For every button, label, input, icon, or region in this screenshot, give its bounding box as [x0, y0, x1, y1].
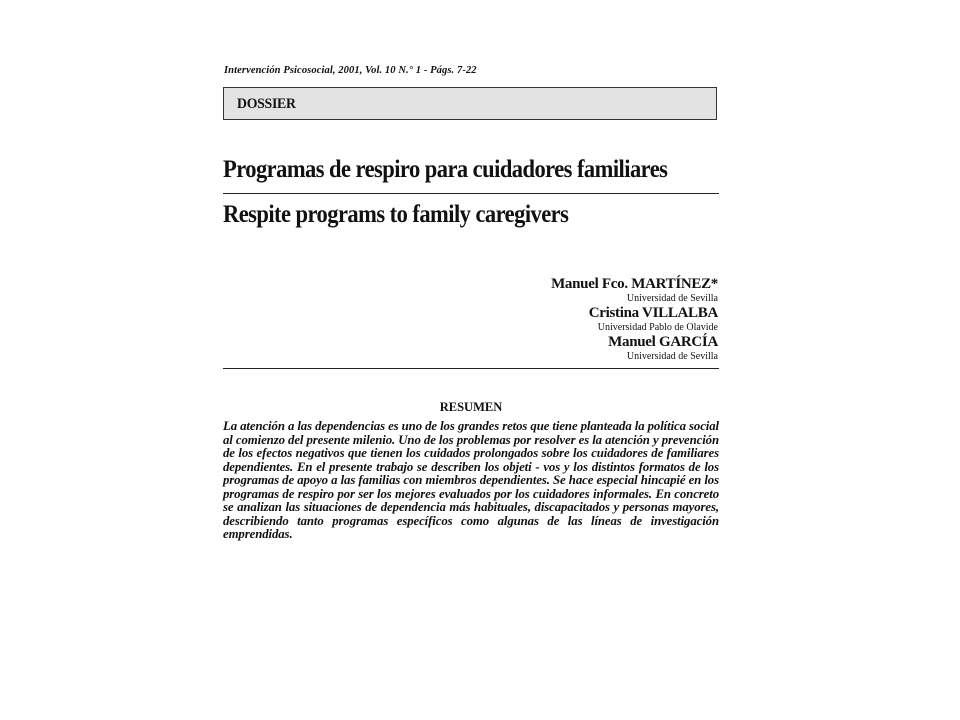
title-spanish: Programas de respiro para cuidadores familiares: [223, 156, 668, 183]
abstract-text: La atención a las dependencias es uno de los grandes retos que tiene planteada la política social al comienzo del presente milenio. Uno de los problemas por resolver es la atención y prevención de los efectos negativos que tienen los cuidados prolongados sobre los cuidadores de familiares dependientes. En el presente trabajo se describen los objeti - vos y los distintos formatos de los programas de apoyo a las familias con miembros dependientes. Se hace especial hincapié en los programas de respiro por ser los mejores evaluados por los cuidadores informales. En concreto se analizan las situaciones de dependencia más habituales, discapacitados y personas mayores, describiendo tanto programas específicos como algunas de las líneas de investigación emprendidas.: [223, 419, 719, 541]
author-name: Cristina VILLALBA: [588, 305, 718, 321]
author-name: Manuel Fco. MARTÍNEZ*: [551, 276, 718, 292]
abstract-heading: RESUMEN: [439, 400, 503, 414]
author-affiliation: Universidad de Sevilla: [626, 351, 718, 362]
author-affiliation: Universidad Pablo de Olavide: [597, 322, 718, 333]
section-banner: [223, 87, 717, 120]
header-divider: [223, 368, 719, 369]
author-name: Manuel GARCÍA: [608, 334, 718, 350]
title-english: Respite programs to family caregivers: [223, 201, 569, 228]
journal-citation: Intervención Psicosocial, 2001, Vol. 10 N.° 1 - Págs. 7-22: [224, 65, 477, 76]
title-divider: [223, 193, 719, 194]
author-affiliation: Universidad de Sevilla: [626, 293, 718, 304]
author-block: [551, 276, 718, 363]
section-label: DOSSIER: [237, 96, 296, 112]
